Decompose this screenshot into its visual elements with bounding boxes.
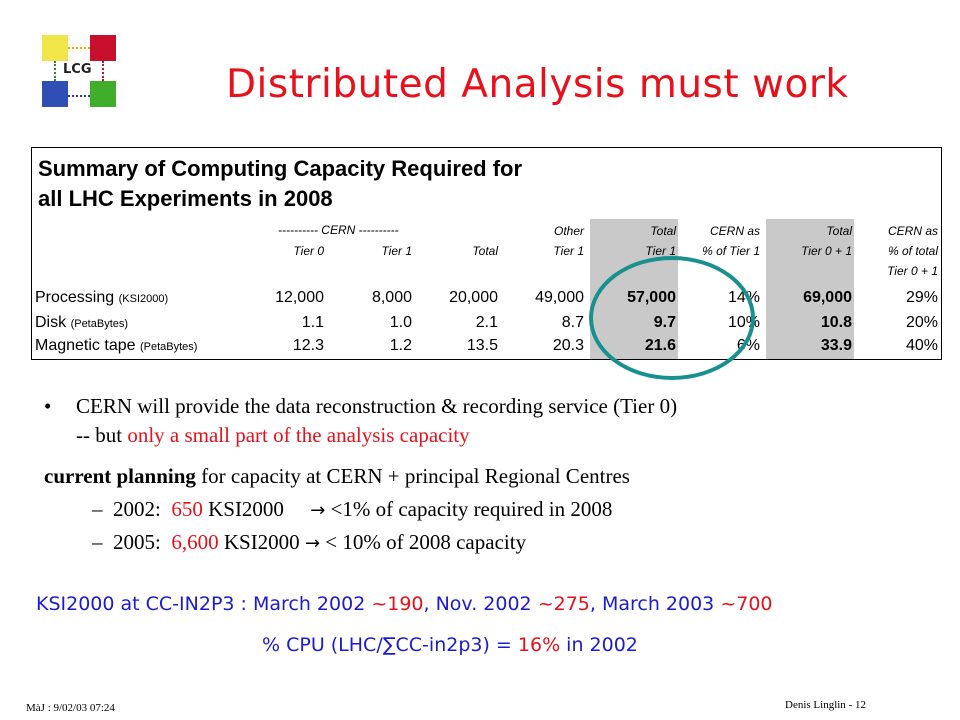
table-cell: 9.7 xyxy=(653,314,676,331)
highlight-oval xyxy=(589,256,755,380)
column-header: Tier 1 xyxy=(553,244,584,258)
table-cell: 1.0 xyxy=(389,314,412,331)
logo-square-green xyxy=(90,81,116,107)
table-cell: 33.9 xyxy=(820,337,852,354)
table-cell: 12.3 xyxy=(292,337,324,354)
column-header: Total xyxy=(650,224,676,238)
column-header: Tier 1 xyxy=(381,244,412,258)
capacity-table xyxy=(31,147,942,360)
planning-bold: current planning xyxy=(44,464,196,488)
footer-author-page: Denis Linglin - 12 xyxy=(785,699,866,711)
column-header: Total xyxy=(472,244,498,258)
logo-square-yellow xyxy=(42,35,68,61)
right-arrow-icon: → xyxy=(310,500,326,521)
table-heading-line1: Summary of Computing Capacity Required for xyxy=(38,156,523,181)
table-cell: 10.8 xyxy=(820,314,852,331)
table-cell: 2.1 xyxy=(475,314,498,331)
planning-intro: current planning for capacity at CERN + principal Regional Centres xyxy=(44,464,630,488)
column-header: Tier 0 + 1 xyxy=(801,244,852,258)
column-header: Total xyxy=(826,224,852,238)
table-cell: 13.5 xyxy=(466,337,498,354)
table-cell: 69,000 xyxy=(803,289,852,306)
table-cell: 57,000 xyxy=(627,289,676,306)
logo-link xyxy=(68,95,90,97)
table-cell: 12,000 xyxy=(275,289,324,306)
table-cell: 8.7 xyxy=(561,314,584,331)
logo-link xyxy=(68,47,90,49)
table-cell: 40% xyxy=(905,337,938,354)
column-header: % of Tier 1 xyxy=(702,244,760,258)
table-cell: 14% xyxy=(727,289,760,306)
column-header: CERN as xyxy=(887,224,938,238)
table-cell: 8,000 xyxy=(371,289,412,306)
column-header: Other xyxy=(553,224,584,238)
table-cell: 20,000 xyxy=(449,289,498,306)
table-cell: 21.6 xyxy=(644,337,676,354)
ksi-line: KSI2000 at CC-IN2P3 : March 2002 ~190, Nov. 2002 ~275, March 2003 ~700 xyxy=(36,593,773,615)
table-cell: 1.2 xyxy=(389,337,412,354)
column-header: Tier 1 xyxy=(645,244,676,258)
planning-item-2005: – 2005: 6,600 KSI2000 → < 10% of 2008 capacity xyxy=(92,530,527,554)
right-arrow-icon: → xyxy=(304,533,321,554)
table-cell: 20.3 xyxy=(552,337,584,354)
row-label: Disk (PetaBytes) xyxy=(35,314,129,331)
logo-square-red xyxy=(90,35,116,61)
logo-text: LCG xyxy=(63,62,92,77)
logo-link xyxy=(54,61,56,81)
table-cell: 1.1 xyxy=(301,314,324,331)
row-label: Magnetic tape (PetaBytes) xyxy=(35,337,198,354)
table-heading-line2: all LHC Experiments in 2008 xyxy=(38,186,333,211)
table-cell: 10% xyxy=(727,314,760,331)
bullet-dot: • xyxy=(44,394,52,418)
table-cell: 49,000 xyxy=(535,289,584,306)
row-label: Processing (KSI2000) xyxy=(35,289,169,306)
table-cell: 6% xyxy=(736,337,760,354)
slide-title: Distributed Analysis must work xyxy=(226,62,849,107)
footer-date: MàJ : 9/02/03 07:24 xyxy=(26,702,115,714)
bullet-line1: CERN will provide the data reconstruction & recording service (Tier 0) xyxy=(76,394,678,418)
column-header: Tier 0 + 1 xyxy=(887,264,938,278)
table-cell: 29% xyxy=(905,289,938,306)
lcg-logo xyxy=(38,33,120,109)
cpu-line: % CPU (LHC/∑CC-in2p3) = 16% in 2002 xyxy=(262,634,638,656)
logo-square-blue xyxy=(42,81,68,107)
column-header: % of total xyxy=(887,244,938,258)
bullet-highlight: only a small part of the analysis capacity xyxy=(127,423,470,447)
table-cell: 20% xyxy=(905,314,938,331)
logo-link xyxy=(102,61,104,81)
column-header: CERN as xyxy=(709,224,760,238)
group-header-cern: ---------- CERN ---------- xyxy=(278,223,399,237)
planning-item-2002: – 2002: 650 KSI2000 → <1% of capacity required in 2008 xyxy=(92,497,613,521)
column-header: Tier 0 xyxy=(293,244,324,258)
bullet-line2: -- but only a small part of the analysis capacity xyxy=(76,423,470,447)
